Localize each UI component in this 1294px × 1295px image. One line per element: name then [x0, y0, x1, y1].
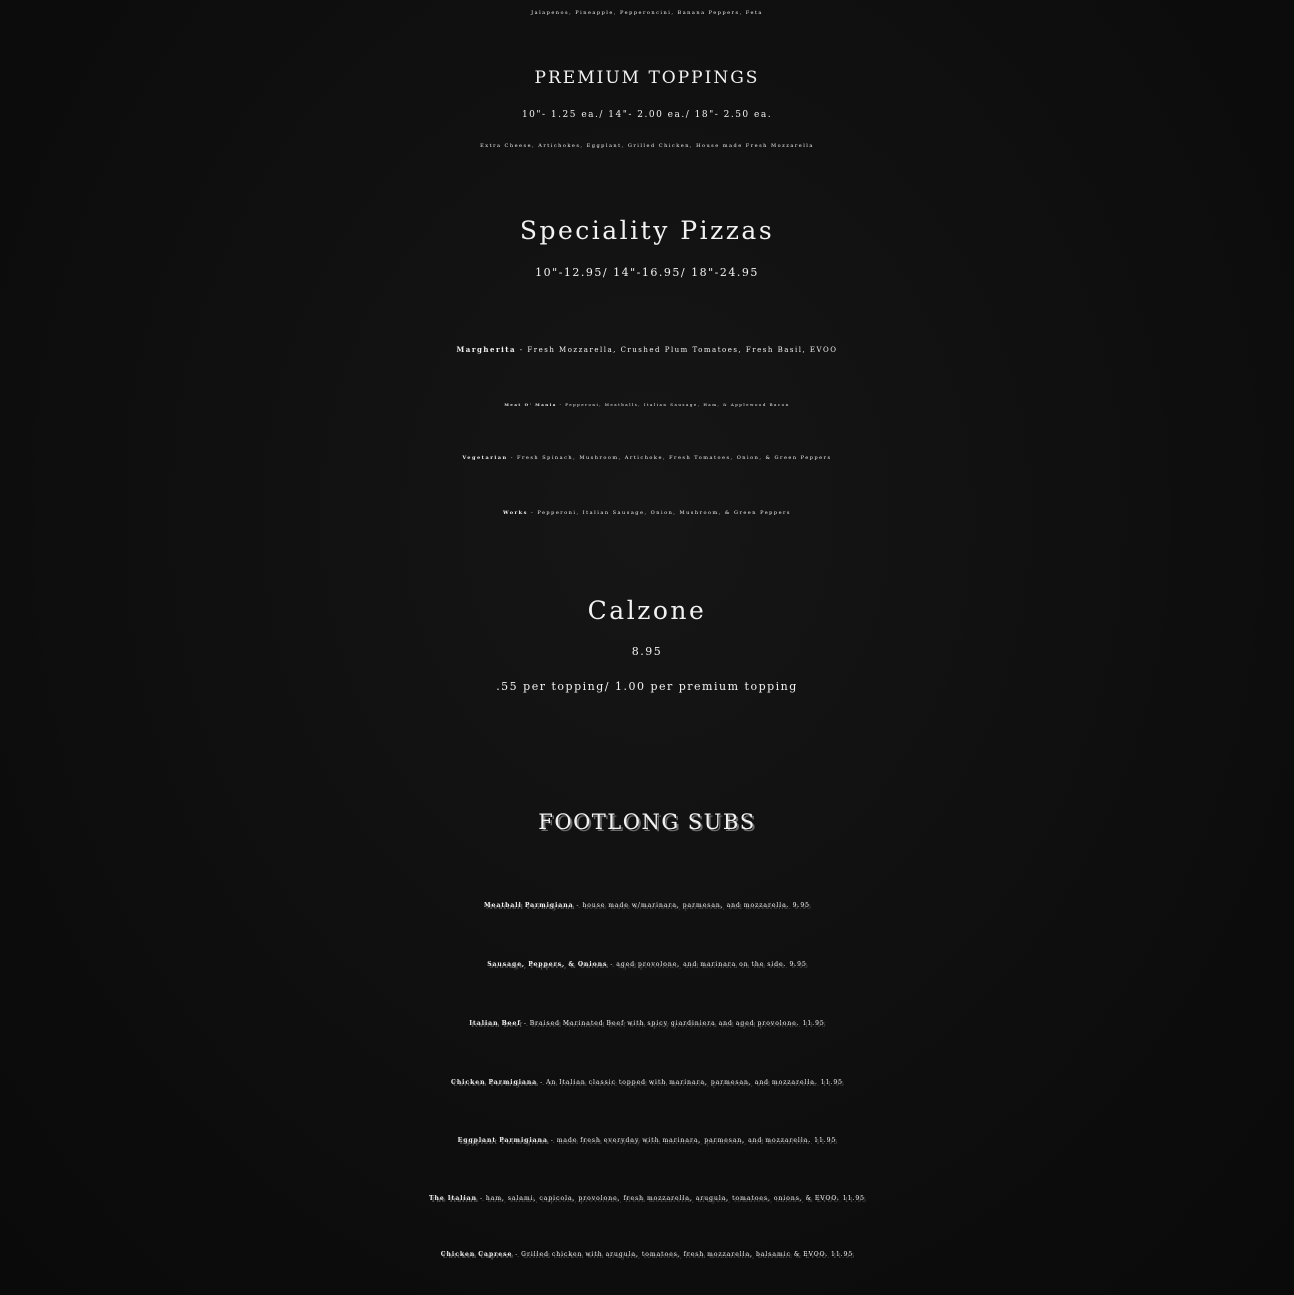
calzone-topping-note: .55 per topping/ 1.00 per premium topping: [496, 680, 798, 693]
sub-name: Sausage, Peppers, & Onions: [487, 961, 608, 968]
speciality-pizzas-price: 10"-12.95/ 14"-16.95/ 18"-24.95: [535, 266, 759, 279]
pizza-name: Works: [502, 510, 528, 516]
pizza-item-meat-o-mania: [0, 402, 1294, 407]
footlong-subs-heading: FOOTLONG SUBS: [538, 810, 756, 834]
pizza-description: - Fresh Spinach, Mushroom, Artichoke, Fresh Tomatoes, Onion, & Green Peppers: [507, 455, 832, 461]
calzone-heading: Calzone: [587, 596, 707, 625]
sub-description: - ham, salami, capicola, provolone, fresh mozzarella, arugula, tomatoes, onions, & EVOO. 11.95: [477, 1195, 865, 1202]
sub-item-sausage-peppers-onions: [0, 961, 1294, 968]
premium-toppings-heading: PREMIUM TOPPINGS: [534, 68, 760, 88]
speciality-pizzas-heading: Speciality Pizzas: [519, 216, 775, 245]
sub-description: - An Italian classic topped with marinara, parmesan, and mozzarella. 11.95: [537, 1079, 843, 1086]
pizza-description: - Fresh Mozzarella, Crushed Plum Tomatoes, Fresh Basil, EVOO: [516, 346, 838, 354]
pizza-item-margherita: [0, 345, 1294, 354]
sub-description: - Grilled chicken with arugula, tomatoes, fresh mozzarella, balsamic & EVOO. 11.95: [512, 1251, 854, 1258]
sub-description: - house made w/marinara, parmesan, and mozzarella. 9.95: [573, 902, 810, 909]
pizza-item-vegetarian: [0, 455, 1294, 461]
toppings-list-line-2: Jalapenos, Pineapple, Pepperoncini, Banana Peppers, Feta: [531, 10, 763, 16]
sub-name: Italian Beef: [469, 1020, 521, 1027]
sub-name: Eggplant Parmigiana: [457, 1137, 548, 1144]
sub-item-chicken-parmigiana: [0, 1079, 1294, 1086]
sub-description: - made fresh everyday with marinara, parmesan, and mozzarella. 11.95: [547, 1137, 837, 1144]
sub-name: Meatball Parmigiana: [484, 902, 574, 909]
pizza-item-works: [0, 510, 1294, 516]
pizza-name: Margherita: [456, 345, 517, 354]
calzone-price: 8.95: [631, 645, 663, 658]
sub-description: - Braised Marinated Beef with spicy giardiniera and aged provolone. 11.95: [520, 1020, 825, 1027]
sub-item-the-italian: [0, 1195, 1294, 1202]
pizza-name: Meat O' Mania: [504, 402, 557, 407]
sub-item-chicken-caprese: [0, 1251, 1294, 1258]
sub-item-eggplant-parmigiana: [0, 1137, 1294, 1144]
pizza-description: - Pepperoni, Italian Sausage, Onion, Mushroom, & Green Peppers: [527, 510, 791, 516]
pizza-description: - Pepperoni, Meatballs, Italian Sausage, Ham, & Applewood Bacon: [556, 402, 790, 407]
premium-toppings-list: Extra Cheese, Artichokes, Eggplant, Grilled Chicken, House made Fresh Mozzarella: [480, 143, 814, 149]
sub-item-italian-beef: [0, 1020, 1294, 1027]
sub-description: - aged provolone, and marinara on the side. 9.95: [607, 961, 807, 968]
pizza-name: Vegetarian: [462, 455, 508, 461]
sub-name: The Italian: [429, 1195, 478, 1202]
sub-item-meatball-parmigiana: [0, 902, 1294, 909]
sub-name: Chicken Parmigiana: [451, 1079, 538, 1086]
sub-name: Chicken Caprese: [440, 1251, 513, 1258]
premium-toppings-price: 10"- 1.25 ea./ 14"- 2.00 ea./ 18"- 2.50 ea.: [521, 110, 773, 120]
